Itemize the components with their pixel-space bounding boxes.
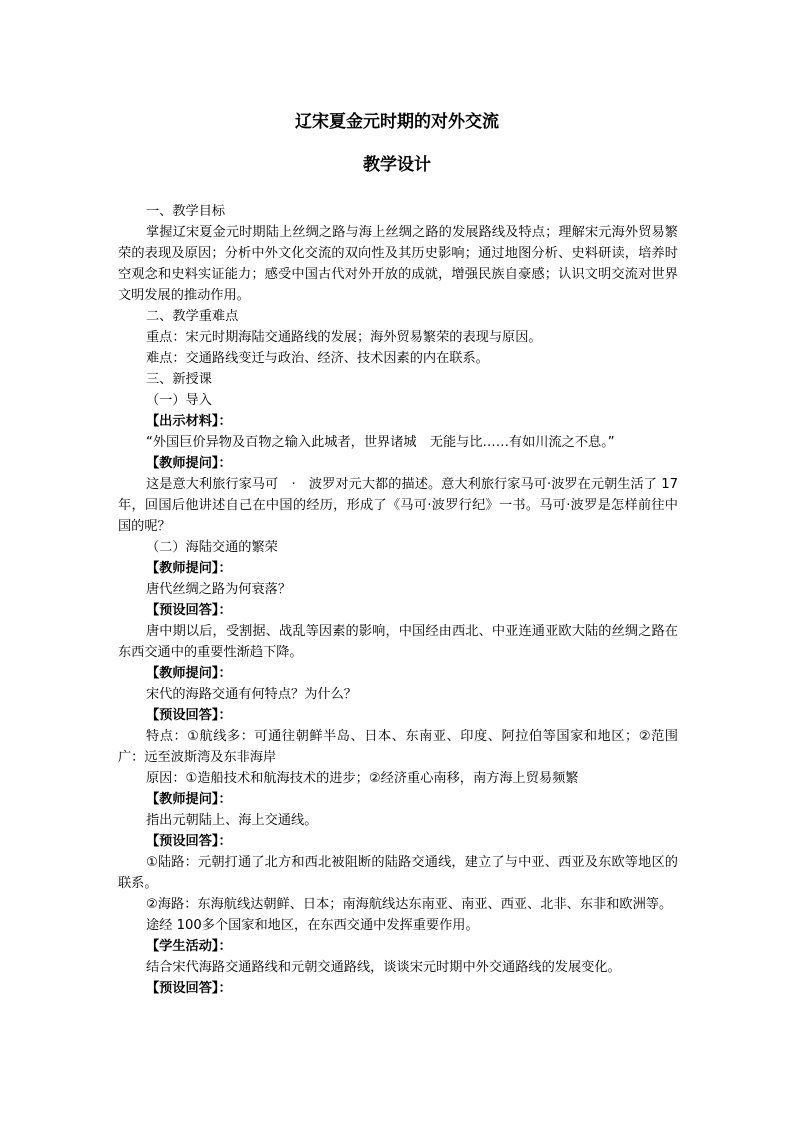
document-subtitle: 教学设计 bbox=[363, 155, 431, 175]
section-label: 【预设回答】： bbox=[146, 708, 232, 723]
paragraph: ①陆路：元朝打通了北方和西北被阻断的陆路交通线，建立了与中亚、西亚及东欧等地区的联系。 bbox=[118, 855, 678, 891]
paragraph: 指出元朝陆上、海上交通线。 bbox=[146, 813, 318, 828]
document-body bbox=[118, 201, 678, 999]
paragraph: 这是意大利旅行家马可 · 波罗对元大都的描述。意大利旅行家马可·波罗在元朝生活了 17年，回国后他讲述自己在中国的经历，形成了《马可·波罗行纪》一书。马可·波罗是怎样前往中国的呢？ bbox=[118, 477, 678, 534]
paragraph: ②海路：东海航线达朝鲜、日本；南海航线达东南亚、南亚、西亚、北非、东非和欧洲等。 bbox=[146, 897, 673, 912]
document-title: 辽宋夏金元时期的对外交流 bbox=[295, 112, 499, 132]
paragraph: 原因：①造船技术和航海技术的进步；②经济重心南移，南方海上贸易频繁 bbox=[146, 771, 579, 786]
section-label: 【教师提问】： bbox=[146, 456, 232, 471]
paragraph: 结合宋代海路交通路线和元朝交通路线，谈谈宋元时期中外交通路线的发展变化。 bbox=[146, 960, 621, 975]
section-label: 【预设回答】： bbox=[146, 603, 232, 618]
paragraph: 特点：①航线多：可通往朝鲜半岛、日本、东南亚、印度、阿拉伯等国家和地区；②范围广：远至波斯湾及东非海岸 bbox=[118, 729, 678, 765]
paragraph: （一）导入 bbox=[146, 393, 212, 408]
paragraph: 难点：交通路线变迁与政治、经济、技术因素的内在联系。 bbox=[146, 351, 489, 366]
paragraph: 三、新授课 bbox=[146, 372, 212, 387]
section-label: 【出示材料】： bbox=[146, 414, 232, 429]
paragraph: “外国巨价异物及百物之输入此城者，世界诸城 无能与比……有如川流之不息。” bbox=[146, 435, 615, 450]
paragraph: 途经 100多个国家和地区，在东西交通中发挥重要作用。 bbox=[146, 918, 479, 933]
paragraph: （二）海陆交通的繁荣 bbox=[146, 540, 278, 555]
paragraph: 一、教学目标 bbox=[146, 204, 226, 219]
section-label: 【预设回答】： bbox=[146, 981, 232, 996]
paragraph: 掌握辽宋夏金元时期陆上丝绸之路与海上丝绸之路的发展路线及特点；理解宋元海外贸易繁荣的表现及原因；分析中外文化交流的双向性及其历史影响；通过地图分析、史料研读，培养时空观念和史料实证能力；感受中国古代对外开放的成就，增强民族自豪感；认识文明交流对世界文明发展的推动作用。 bbox=[118, 225, 678, 303]
section-label: 【教师提问】： bbox=[146, 666, 232, 681]
paragraph: 唐中期以后，受割据、战乱等因素的影响，中国经由西北、中亚连通亚欧大陆的丝绸之路在东西交通中的重要性渐趋下降。 bbox=[118, 624, 678, 660]
section-label: 【教师提问】： bbox=[146, 561, 232, 576]
paragraph: 重点：宋元时期海陆交通路线的发展；海外贸易繁荣的表现与原因。 bbox=[146, 330, 542, 345]
paragraph: 二、教学重难点 bbox=[146, 309, 239, 324]
paragraph: 唐代丝绸之路为何衰落？ bbox=[146, 582, 292, 597]
paragraph: 宋代的海路交通有何特点？为什么？ bbox=[146, 687, 357, 702]
section-label: 【预设回答】： bbox=[146, 834, 232, 849]
section-label: 【教师提问】： bbox=[146, 792, 232, 807]
section-label: 【学生活动】： bbox=[146, 939, 232, 954]
